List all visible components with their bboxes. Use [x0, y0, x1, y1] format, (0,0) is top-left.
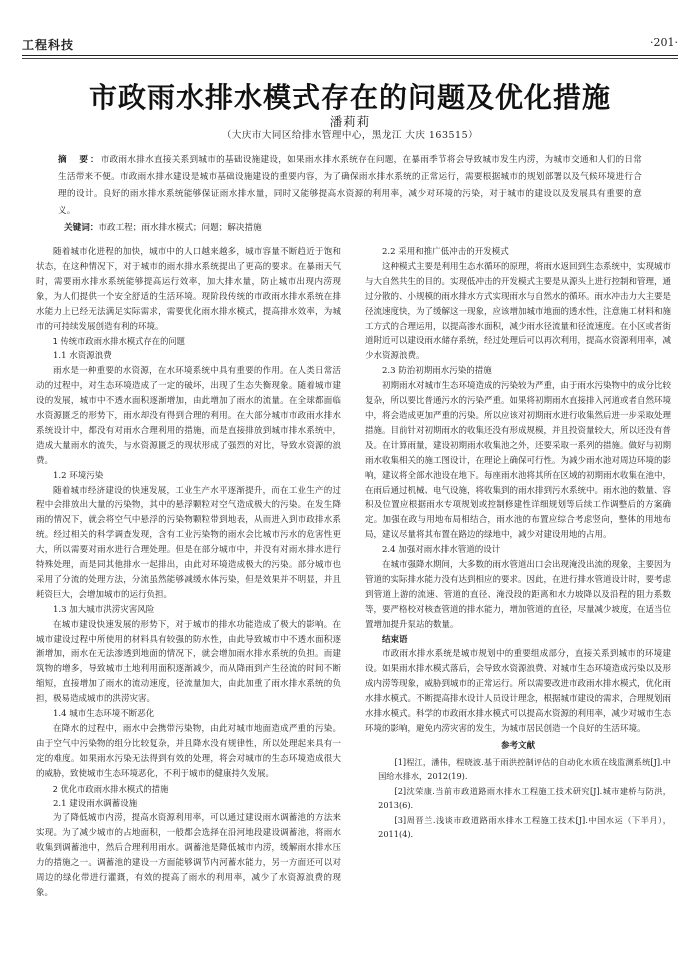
abstract-label: 摘 要： — [58, 155, 101, 165]
references-heading: 参考文献 — [500, 740, 535, 751]
reference-item: [2]沈荣康.当前市政道路雨水排水工程施工技术研究[J].城市建桥与防洪，2013(6). — [378, 785, 671, 811]
paragraph-1-2: 随着城市经济建设的快速发展，工业生产水平逐渐提升，而在工业生产的过程中会排放出大量的污染物，其中的悬浮颗粒对空气造成极大的污染。在发生降雨的情况下，就会将空气中悬浮的污染物颗粒带到地表，从而进入到市政排水系统。经过相关的科学调查发现，含有工业污染物的雨水会比城市污水的危害性更大，所以需要对雨水进行合理处理。但是在部分城市中，并没有对雨水排水进行特殊处理，而是同其他排水一起排出，由此对环境造成极大的污染。部分城市也采用了分流的处理方法，分流虽然能够减缓水体污染，但是效果并不明显，并且耗资巨大，会增加城市的运行负担。 — [36, 485, 341, 600]
paragraph-2-2: 这种模式主要是利用生态水循环的原理，将雨水返回到生态系统中，实现城市与大自然共生的目的。实现低冲击的开发模式主要是从源头上进行控制和管理，通过分散的、小规模的雨水排水方式实现雨水与自然水的循环。雨水冲击力大主要是径流速度快，为了缓解这一现象，应该增加城市地面的透水性，注意施工材料和施工方式的合理运用，以提高渗水面积，减少雨水径流量和径流速度。在小区或者街道附近可以建设雨水储存系统，经过处理后可以再次利用，提高水资源利用率，减少水资源浪费。 — [365, 261, 672, 362]
paragraph-2-1: 为了降低城市内涝，提高水资源利用率，可以通过建设雨水调蓄池的方法来实现。为了减少城市的占地面积，一般都会选择在沿河地段建设调蓄池，将雨水收集到调蓄池中，然后合理利用雨水。调蓄池是降低城市内涝，缓解雨水排水压力的措施之一。调蓄池的建设一方面能够调节内河蓄水能力，另一方面还可以对周边的绿化带进行灌溉，有效的提高了雨水的利用率，减少了水资源浪费的现象。 — [36, 813, 341, 898]
author-affiliation: （大庆市大同区给排水管理中心，黑龙江 大庆 163515） — [221, 130, 479, 141]
intro-paragraph: 随着城市化进程的加快，城市中的人口越来越多，城市容量不断趋近于饱和状态，在这种情况下，对于城市的雨水排水系统提出了更高的要求。在暴雨天气时，需要雨水排水系统能够提高运行效率，加大排水量，防止城市出现内涝现象，为人们提供一个安全舒适的生活环境。现阶段传统的市政雨水排水系统在排水能力上已经无法满足实际需求，需要优化雨水排水模式，提高排水效率，为城市的可持续发展创造有利的环境。 — [36, 247, 341, 332]
subsection-heading-2-4: 2.4 加强对雨水排水管道的设计 — [382, 545, 501, 556]
paragraph-2-3: 初期雨水对城市生态环境造成的污染较为严重，由于雨水污染物中的成分比较复杂，所以要比普通污水的污染严重。如果将初期雨水直接排入河道或者自然环境中，将会造成更加严重的污染。所以应该对初期雨水进行收集然后进一步采取处理措施。目前针对初期雨水的收集还没有形成规模，并且投资量较大，所以还没有普及。在计算雨量，建设初期雨水收集池之外，还要采取一系列的措施。做好与初期雨水收集相关的施工图设计，在理论上确保可行性。为减少雨水池对周边环境的影响，建议将全部水池设在地下。每座雨水池将其所在区域的初期雨水收集在池中，在雨后通过机械、电气设施，将收集到的雨水排到污水系统中。雨水池的数量、容积及位置应根据雨水专项规划或控制修建性详细规划等后续工作调整后的方案确定。加强在政与用地布局相结合，雨水池的布置应综合考虑竖向，整体的用地布局，建议尽量将其布置在路边的绿地中，减少对建设用地的占用。 — [365, 381, 672, 541]
subsection-heading-2-3: 2.3 防治初期雨水污染的措施 — [382, 366, 492, 377]
paragraph-1-4: 在降水的过程中，雨水中会携带污染物，由此对城市地面造成严重的污染。由于空气中污染物的组分比较复杂，并且降水没有规律性，所以处理起来具有一定的难度。如果雨水污染无法得到有效的处理，将会对城市的生态环境造成很大的威胁，致使城市生态环境恶化，不利于城市的健康持久发展。 — [36, 724, 341, 779]
conclusion-paragraph: 市政雨水排水系统是城市规划中的重要组成部分，直接关系到城市的环境建设。如果雨水排水模式落后，会导致水资源浪费、对城市生态环境造成污染以及形成内涝等现象，威胁到城市的正常运行。所以需要改进市政雨水排水模式，优化雨水排水模式。不断提高排水设计人员设计理念，根据城市建设的需求，合理规划雨水排水模式。科学的市政雨水排水模式可以提高水资源的利用率，减少对城市生态环境的影响，避免内涝灾害的发生，为城市居民创造一个良好的生活环境。 — [365, 649, 672, 734]
conclusion-heading: 结束语 — [382, 634, 408, 645]
subsection-heading-1-4: 1.4 城市生态环境不断恶化 — [53, 709, 155, 720]
reference-item: [1]程江，潘伟，程晓波.基于雨洪控制评估的自动化水质在线监测系统[J].中国给水排水，2012(19). — [378, 756, 671, 782]
paragraph-1-1: 雨水是一种重要的水资源，在水环境系统中具有重要的作用。在人类日常活动的过程中，对生态环境造成了一定的破坏，出现了生态失衡现象。随着城市建设的发展，城市中不透水面积逐渐增加，由此增加了雨水的流量。在全球都面临水资源匮乏的形势下，雨水却没有得到合理的利用。在大部分城市市政雨水排水系统设计中，都没有对雨水合理利用的措施，而是直接排放到城市排水系统中，造成大量雨水的流失，与水资源匮乏的现状形成了强烈的对比，导致水资源的浪费。 — [36, 366, 341, 466]
subsection-heading-2-1: 2.1 建设雨水调蓄设施 — [53, 798, 138, 809]
subsection-heading-1-2: 1.2 环境污染 — [53, 470, 104, 481]
subsection-heading-1-1: 1.1 水资源浪费 — [53, 351, 112, 362]
section-heading-1: 1 传统市政雨水排水模式存在的问题 — [52, 336, 185, 347]
keywords-label: 关键词： — [64, 223, 99, 233]
paragraph-1-3: 在城市建设快速发展的形势下，对于城市的排水功能造成了极大的影响。在城市建设过程中所使用的材料具有较强的防水性，由此导致城市中不透水面积逐渐增加，雨水在无法渗透到地面的情况下，就会增加雨水排水系统的负担。而建筑物的增多，导致城市土地利用面积逐渐减少，而从降雨到产生径流的时间不断缩短，直接增加了雨水的流动速度，径流量加大，由此加重了雨水排水系统的负担，极易造成城市的洪涝灾害。 — [36, 619, 341, 705]
running-header — [22, 36, 678, 54]
subsection-heading-1-3: 1.3 加大城市洪涝灾害风险 — [53, 604, 155, 615]
article-title: 市政雨水排水模式存在的问题及优化措施 — [88, 81, 611, 114]
keywords-text: 市政工程；雨水排水模式；问题；解决措施 — [98, 223, 262, 233]
abstract-text: 市政雨水排水直接关系到城市的基础设施建设，如果雨水排水系统存在问题，在暴雨季节将会导致城市发生内涝，为城市交通和人们的日常生活带来不便。市政雨水排水建设是城市基础设施建设的重要内容，为了确保雨水排水系统的正常运行，需要根据城市的规划部署以及气候环境进行合理的设计。良好的雨水排水系统能够保证雨水排水量，同时又能够提高水资源的利用率，减少对环境的污染，对于城市的建设以及发展具有重要的意义。 — [58, 155, 642, 216]
page-number: ·201· — [650, 36, 678, 49]
keywords — [64, 221, 642, 236]
header-rule-thin — [22, 58, 678, 59]
abstract — [58, 152, 642, 220]
journal-section-title: 工程科技 — [22, 38, 75, 52]
section-heading-2: 2 优化市政雨水排水模式的措施 — [52, 783, 169, 794]
reference-item: [3]周晋兰.浅谈市政道路雨水排水工程施工技术[J].中国水运（下半月），2011(4). — [378, 814, 671, 840]
paragraph-2-4: 在城市强降水期间，大多数的雨水管道出口会出现淹没出流的现象，主要因为管道的实际排水能力没有达到相应的要求。因此，在进行排水管道设计时，要考虑到管道上游的流速、管道的直径、淹没段的距离和水力坡降以及沿程的阻力系数等，要严格校对核查管道的排水能力，增加管道的直径，尽量减少坡度，在适当位置增加提升泵站的数量。 — [365, 560, 672, 630]
header-rule-thick — [22, 55, 678, 56]
body-column-left — [36, 245, 341, 901]
body-column-right — [365, 245, 671, 842]
subsection-heading-2-2: 2.2 采用和推广低冲击的开发模式 — [382, 247, 509, 257]
author-name: 潘莉莉 — [329, 114, 371, 129]
